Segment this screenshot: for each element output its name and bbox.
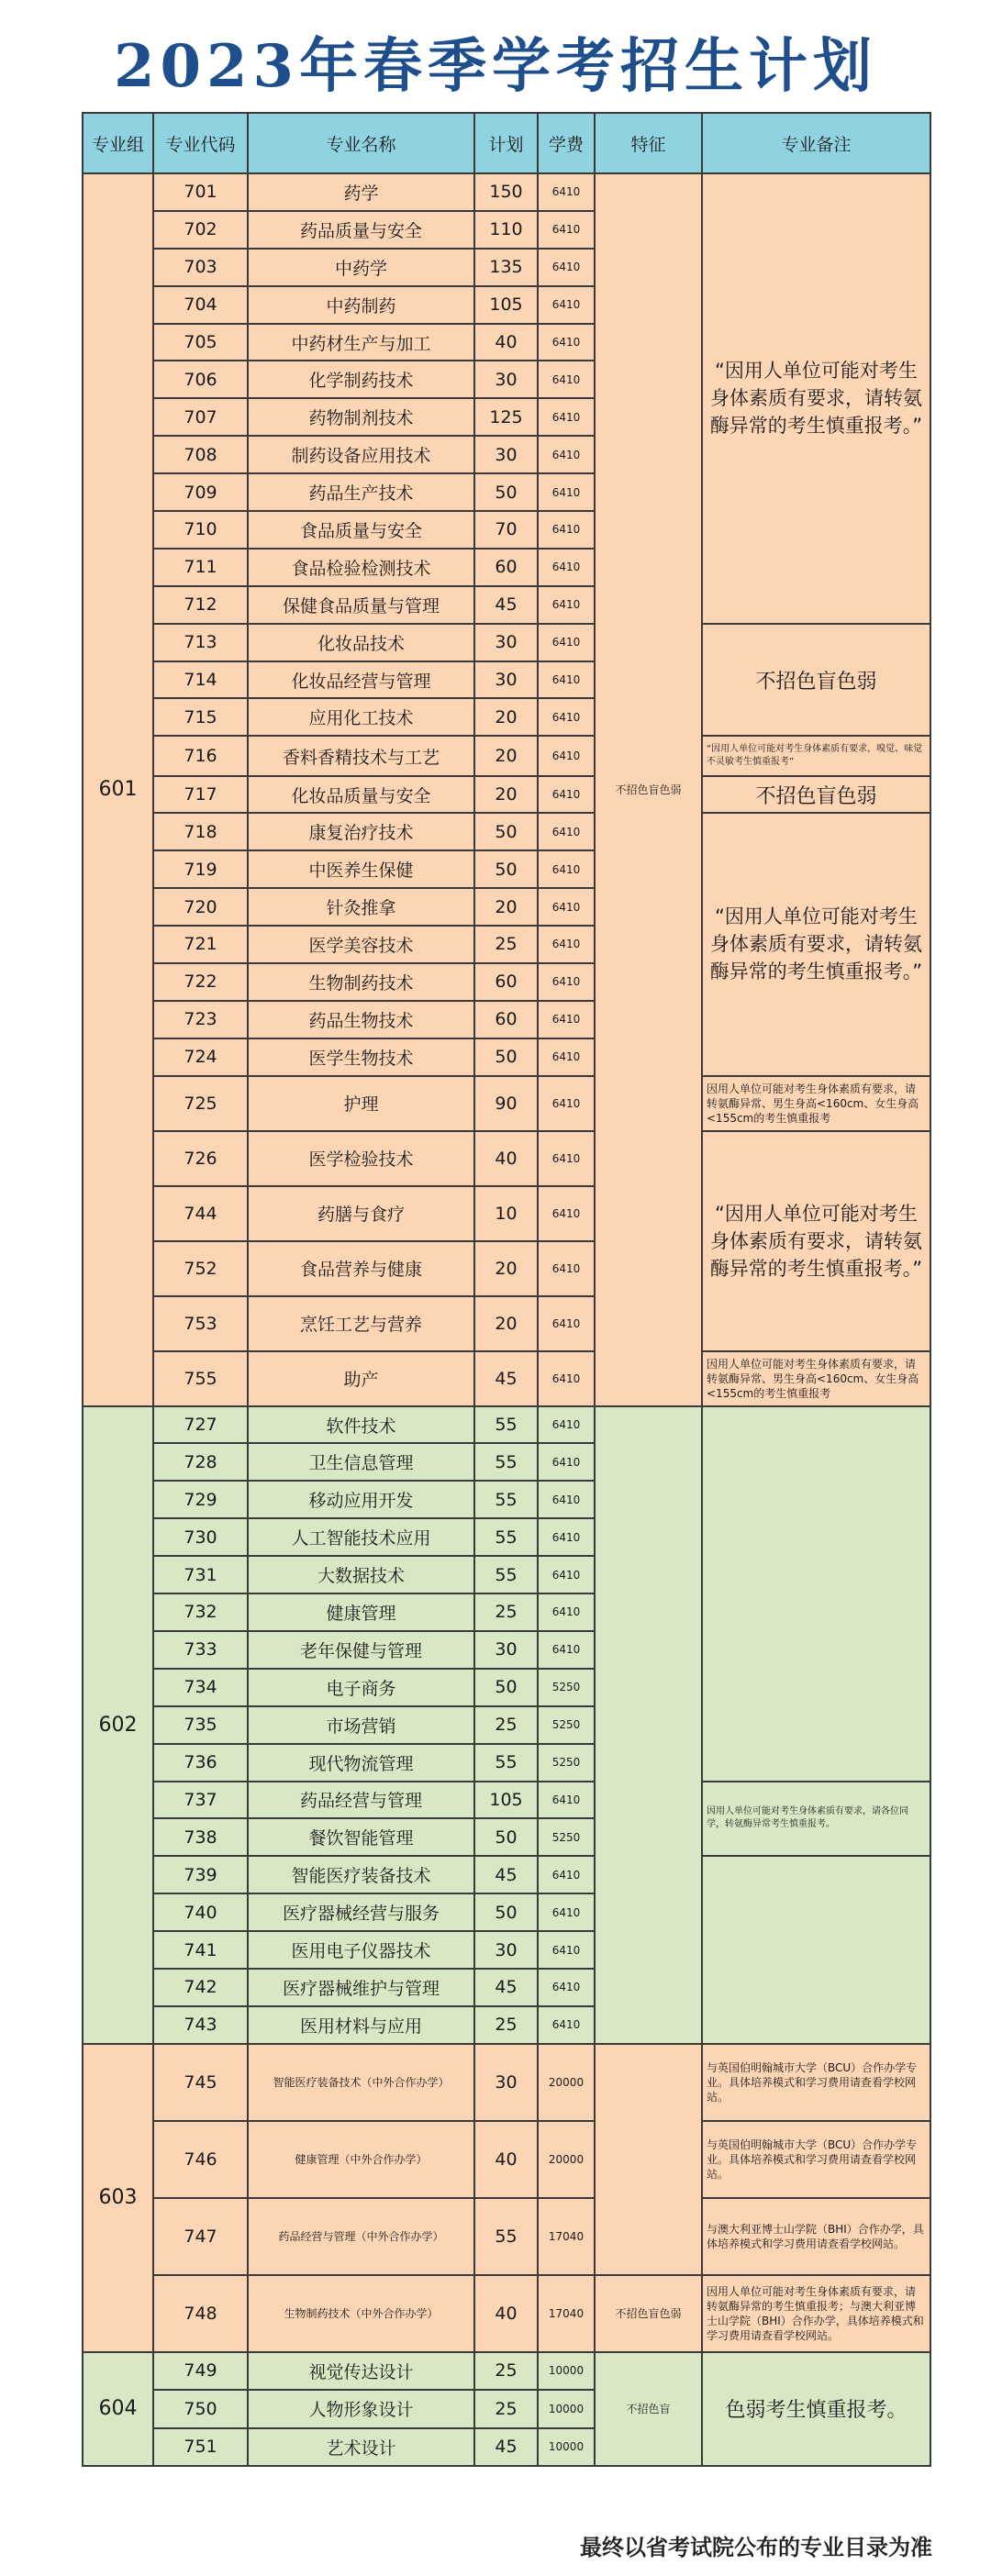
fee-cell: 6410 [538,211,595,249]
remark-cell: 与英国伯明翰城市大学（BCU）合作办学专业。具体培养模式和学习费用请查看学校网站。 [702,2044,930,2121]
major-code-cell: 718 [153,813,248,850]
fee-cell: 6410 [538,473,595,511]
major-name-cell: 生物制药技术 [248,963,474,1001]
fee-cell: 6410 [538,324,595,361]
major-name-cell: 中药制药 [248,286,474,324]
fee-cell: 6410 [538,1593,595,1631]
major-name-cell: 生物制药技术（中外合作办学） [248,2275,474,2352]
plan-cell: 70 [474,511,538,549]
major-name-cell: 医学检验技术 [248,1131,474,1186]
plan-cell: 90 [474,1076,538,1131]
major-code-cell: 712 [153,586,248,624]
major-code-cell: 744 [153,1186,248,1241]
plan-cell: 45 [474,1969,538,2006]
fee-cell: 6410 [538,1131,595,1186]
major-code-cell: 707 [153,398,248,436]
plan-cell: 30 [474,661,538,699]
fee-cell: 6410 [538,549,595,586]
table-row [83,173,930,211]
major-code-cell: 731 [153,1556,248,1593]
header-group: 专业组 [83,113,153,173]
major-code-cell: 742 [153,1969,248,2006]
fee-cell: 6410 [538,624,595,661]
major-name-cell: 医疗器械维护与管理 [248,1969,474,2006]
fee-cell: 6410 [538,361,595,398]
major-name-cell: 市场营销 [248,1706,474,1744]
major-name-cell: 餐饮智能管理 [248,1818,474,1856]
table-row [83,2121,930,2198]
plan-cell: 45 [474,1856,538,1893]
plan-cell: 60 [474,549,538,586]
fee-cell: 6410 [538,249,595,286]
plan-cell: 20 [474,776,538,813]
fee-cell: 6410 [538,1893,595,1931]
major-code-cell: 732 [153,1593,248,1631]
table-row [83,1131,930,1186]
fee-cell: 6410 [538,1406,595,1444]
major-code-cell: 705 [153,324,248,361]
table-row [83,2198,930,2275]
fee-cell: 10000 [538,2428,595,2467]
fee-cell: 6410 [538,1556,595,1593]
major-code-cell: 741 [153,1931,248,1969]
major-name-cell: 保健食品质量与管理 [248,586,474,624]
major-code-cell: 719 [153,850,248,888]
major-name-cell: 应用化工技术 [248,698,474,736]
remark-cell: 不招色盲色弱 [702,776,930,813]
major-code-cell: 743 [153,2006,248,2044]
major-code-cell: 755 [153,1351,248,1406]
major-name-cell: 健康管理 [248,1593,474,1631]
remark-cell: 与英国伯明翰城市大学（BCU）合作办学专业。具体培养模式和学习费用请查看学校网站。 [702,2121,930,2198]
major-code-cell: 737 [153,1782,248,1819]
plan-cell: 50 [474,1818,538,1856]
plan-cell: 105 [474,1782,538,1819]
major-code-cell: 724 [153,1038,248,1076]
major-code-cell: 730 [153,1518,248,1556]
plan-cell: 20 [474,698,538,736]
major-code-cell: 728 [153,1443,248,1481]
major-code-cell: 714 [153,661,248,699]
major-code-cell: 709 [153,473,248,511]
fee-cell: 6410 [538,1518,595,1556]
major-name-cell: 康复治疗技术 [248,813,474,850]
plan-cell: 25 [474,2352,538,2391]
fee-cell: 6410 [538,1076,595,1131]
major-code-cell: 703 [153,249,248,286]
fee-cell: 6410 [538,850,595,888]
major-code-cell: 750 [153,2390,248,2428]
feature-cell: 不招色盲 [595,2352,702,2467]
plan-cell: 20 [474,888,538,926]
plan-cell: 45 [474,1351,538,1406]
table-row [83,2044,930,2121]
remark-cell: 色弱考生慎重报考。 [702,2352,930,2467]
major-name-cell: 化妆品质量与安全 [248,776,474,813]
major-code-cell: 716 [153,736,248,776]
plan-cell: 55 [474,1518,538,1556]
fee-cell: 20000 [538,2044,595,2121]
fee-cell: 17040 [538,2198,595,2275]
major-code-cell: 745 [153,2044,248,2121]
plan-cell: 50 [474,1669,538,1706]
table-row [83,1856,930,1893]
major-name-cell: 中药材生产与加工 [248,324,474,361]
major-code-cell: 723 [153,1001,248,1038]
plan-cell: 45 [474,586,538,624]
major-name-cell: 艺术设计 [248,2428,474,2467]
major-name-cell: 药学 [248,173,474,211]
table-row [83,1406,930,1444]
major-code-cell: 713 [153,624,248,661]
header-remark: 专业备注 [702,113,930,173]
plan-cell: 20 [474,1241,538,1296]
major-name-cell: 药物制剂技术 [248,398,474,436]
major-code-cell: 708 [153,436,248,473]
feature-cell: 不招色盲色弱 [595,173,702,1406]
group-code-cell: 601 [83,173,153,1406]
plan-cell: 30 [474,1631,538,1669]
fee-cell: 6410 [538,1186,595,1241]
major-name-cell: 医疗器械经营与服务 [248,1893,474,1931]
major-code-cell: 739 [153,1856,248,1893]
fee-cell: 5250 [538,1706,595,1744]
major-name-cell: 化妆品技术 [248,624,474,661]
fee-cell: 10000 [538,2390,595,2428]
plan-cell: 25 [474,926,538,963]
major-code-cell: 704 [153,286,248,324]
plan-cell: 55 [474,1443,538,1481]
major-code-cell: 749 [153,2352,248,2391]
feature-cell [595,1406,702,2044]
major-code-cell: 752 [153,1241,248,1296]
major-code-cell: 746 [153,2121,248,2198]
major-name-cell: 中医养生保健 [248,850,474,888]
fee-cell: 5250 [538,1669,595,1706]
plan-cell: 45 [474,2428,538,2467]
plan-cell: 105 [474,286,538,324]
fee-cell: 20000 [538,2121,595,2198]
table-row [83,2352,930,2391]
fee-cell: 6410 [538,1001,595,1038]
plan-cell: 125 [474,398,538,436]
fee-cell: 6410 [538,286,595,324]
remark-cell: “因用人单位可能对考生身体素质有要求，请转氨酶异常的考生慎重报考。” [702,173,930,624]
fee-cell: 5250 [538,1744,595,1782]
major-name-cell: 药品生物技术 [248,1001,474,1038]
fee-cell: 6410 [538,1856,595,1893]
major-code-cell: 733 [153,1631,248,1669]
header-fee: 学费 [538,113,595,173]
major-code-cell: 725 [153,1076,248,1131]
major-code-cell: 734 [153,1669,248,1706]
remark-cell: 不招色盲色弱 [702,624,930,737]
fee-cell: 6410 [538,1241,595,1296]
enrollment-plan-table [82,112,931,2467]
major-code-cell: 735 [153,1706,248,1744]
major-code-cell: 720 [153,888,248,926]
major-name-cell: 药品经营与管理（中外合作办学） [248,2198,474,2275]
plan-cell: 55 [474,1406,538,1444]
major-code-cell: 715 [153,698,248,736]
plan-cell: 110 [474,211,538,249]
remark-cell [702,1856,930,2043]
major-name-cell: 智能医疗装备技术 [248,1856,474,1893]
group-code-cell: 604 [83,2352,153,2467]
plan-cell: 150 [474,173,538,211]
remark-cell: 因用人单位可能对考生身体素质有要求，请各位同学，转氨酶异常考生慎重报考。 [702,1782,930,1857]
plan-cell: 50 [474,850,538,888]
header-feature: 特征 [595,113,702,173]
plan-cell: 60 [474,1001,538,1038]
major-name-cell: 卫生信息管理 [248,1443,474,1481]
fee-cell: 6410 [538,736,595,776]
major-name-cell: 医用材料与应用 [248,2006,474,2044]
table-row [83,813,930,850]
major-code-cell: 711 [153,549,248,586]
fee-cell: 5250 [538,1818,595,1856]
plan-cell: 135 [474,249,538,286]
fee-cell: 6410 [538,813,595,850]
table-row [83,1782,930,1819]
major-name-cell: 医学生物技术 [248,1038,474,1076]
fee-cell: 6410 [538,698,595,736]
plan-cell: 40 [474,324,538,361]
plan-cell: 55 [474,2198,538,2275]
plan-cell: 50 [474,1038,538,1076]
major-code-cell: 702 [153,211,248,249]
major-name-cell: 助产 [248,1351,474,1406]
major-name-cell: 化妆品经营与管理 [248,661,474,699]
plan-cell: 25 [474,2006,538,2044]
plan-cell: 25 [474,1706,538,1744]
plan-cell: 10 [474,1186,538,1241]
fee-cell: 6410 [538,963,595,1001]
major-name-cell: 食品营养与健康 [248,1241,474,1296]
major-code-cell: 727 [153,1406,248,1444]
major-name-cell: 药品经营与管理 [248,1782,474,1819]
major-code-cell: 721 [153,926,248,963]
fee-cell: 6410 [538,1782,595,1819]
major-code-cell: 736 [153,1744,248,1782]
plan-cell: 40 [474,2275,538,2352]
remark-cell [702,1406,930,1782]
major-name-cell: 香料香精技术与工艺 [248,736,474,776]
page-title: 2023年春季学考招生计划 [113,32,878,101]
remark-cell: “因用人单位可能对考生身体素质有要求，请转氨酶异常的考生慎重报考。” [702,813,930,1075]
plan-cell: 40 [474,2121,538,2198]
plan-cell: 60 [474,963,538,1001]
fee-cell: 6410 [538,1296,595,1351]
plan-cell: 20 [474,736,538,776]
major-name-cell: 医学美容技术 [248,926,474,963]
major-code-cell: 748 [153,2275,248,2352]
plan-cell: 30 [474,361,538,398]
plan-cell: 30 [474,436,538,473]
major-name-cell: 制药设备应用技术 [248,436,474,473]
plan-cell: 20 [474,1296,538,1351]
major-code-cell: 717 [153,776,248,813]
plan-cell: 25 [474,2390,538,2428]
fee-cell: 6410 [538,511,595,549]
remark-cell: “因用人单位可能对考生身体素质有要求，请转氨酶异常的考生慎重报考。” [702,1131,930,1351]
fee-cell: 6410 [538,1351,595,1406]
fee-cell: 6410 [538,1931,595,1969]
major-name-cell: 药品质量与安全 [248,211,474,249]
remark-cell: 与澳大利亚博士山学院（BHI）合作办学，具体培养模式和学习费用请查看学校网站。 [702,2198,930,2275]
footer-note: 最终以省考试院公布的专业目录为准 [580,2535,932,2560]
plan-cell: 50 [474,813,538,850]
major-name-cell: 视觉传达设计 [248,2352,474,2391]
remark-cell: 因用人单位可能对考生身体素质有要求，请转氨酶异常、男生身高<160cm、女生身高<155cm的考生慎重报考 [702,1351,930,1406]
major-code-cell: 738 [153,1818,248,1856]
table-row [83,736,930,776]
header-name: 专业名称 [248,113,474,173]
table-row [83,1351,930,1406]
major-name-cell: 人物形象设计 [248,2390,474,2428]
feature-cell [595,2044,702,2275]
plan-cell: 30 [474,624,538,661]
major-name-cell: 中药学 [248,249,474,286]
fee-cell: 6410 [538,586,595,624]
plan-cell: 55 [474,1481,538,1518]
major-name-cell: 护理 [248,1076,474,1131]
plan-cell: 40 [474,1131,538,1186]
major-code-cell: 701 [153,173,248,211]
plan-cell: 25 [474,1593,538,1631]
major-name-cell: 健康管理（中外合作办学） [248,2121,474,2198]
fee-cell: 6410 [538,2006,595,2044]
fee-cell: 6410 [538,1969,595,2006]
plan-cell: 30 [474,2044,538,2121]
major-code-cell: 753 [153,1296,248,1351]
remark-cell: 因用人单位可能对考生身体素质有要求，请转氨酶异常、男生身高<160cm、女生身高<155cm的考生慎重报考 [702,1076,930,1131]
major-name-cell: 人工智能技术应用 [248,1518,474,1556]
plan-cell: 50 [474,473,538,511]
header-code: 专业代码 [153,113,248,173]
major-code-cell: 726 [153,1131,248,1186]
major-code-cell: 706 [153,361,248,398]
header-plan: 计划 [474,113,538,173]
plan-cell: 50 [474,1893,538,1931]
fee-cell: 6410 [538,436,595,473]
major-name-cell: 食品检验检测技术 [248,549,474,586]
feature-cell: 不招色盲色弱 [595,2275,702,2352]
major-name-cell: 药品生产技术 [248,473,474,511]
major-code-cell: 710 [153,511,248,549]
fee-cell: 17040 [538,2275,595,2352]
major-name-cell: 化学制药技术 [248,361,474,398]
plan-cell: 55 [474,1744,538,1782]
major-code-cell: 740 [153,1893,248,1931]
major-code-cell: 722 [153,963,248,1001]
group-code-cell: 602 [83,1406,153,2044]
fee-cell: 10000 [538,2352,595,2391]
plan-cell: 30 [474,1931,538,1969]
group-code-cell: 603 [83,2044,153,2352]
fee-cell: 6410 [538,398,595,436]
table-body [83,173,930,2466]
major-name-cell: 医用电子仪器技术 [248,1931,474,1969]
major-name-cell: 老年保健与管理 [248,1631,474,1669]
fee-cell: 6410 [538,1481,595,1518]
fee-cell: 6410 [538,173,595,211]
major-name-cell: 现代物流管理 [248,1744,474,1782]
fee-cell: 6410 [538,926,595,963]
remark-cell: 因用人单位可能对考生身体素质有要求，请转氨酶异常的考生慎重报考；与澳大利亚博士山学院（BHI）合作办学，具体培养模式和学习费用请查看学校网站。 [702,2275,930,2352]
fee-cell: 6410 [538,1631,595,1669]
table-row [83,624,930,661]
major-name-cell: 药膳与食疗 [248,1186,474,1241]
major-code-cell: 729 [153,1481,248,1518]
major-name-cell: 移动应用开发 [248,1481,474,1518]
table-row [83,2275,930,2352]
major-name-cell: 烹饪工艺与营养 [248,1296,474,1351]
fee-cell: 6410 [538,661,595,699]
fee-cell: 6410 [538,1443,595,1481]
major-name-cell: 智能医疗装备技术（中外合作办学） [248,2044,474,2121]
major-name-cell: 大数据技术 [248,1556,474,1593]
table-row [83,776,930,813]
major-code-cell: 751 [153,2428,248,2467]
plan-cell: 55 [474,1556,538,1593]
table-header-row [83,113,930,173]
table-row [83,1076,930,1131]
major-code-cell: 747 [153,2198,248,2275]
major-name-cell: 电子商务 [248,1669,474,1706]
major-name-cell: 食品质量与安全 [248,511,474,549]
remark-cell: “因用人单位可能对考生身体素质有要求，嗅觉、味觉不灵敏考生慎重报考” [702,736,930,776]
major-name-cell: 针灸推拿 [248,888,474,926]
fee-cell: 6410 [538,1038,595,1076]
fee-cell: 6410 [538,888,595,926]
fee-cell: 6410 [538,776,595,813]
major-name-cell: 软件技术 [248,1406,474,1444]
